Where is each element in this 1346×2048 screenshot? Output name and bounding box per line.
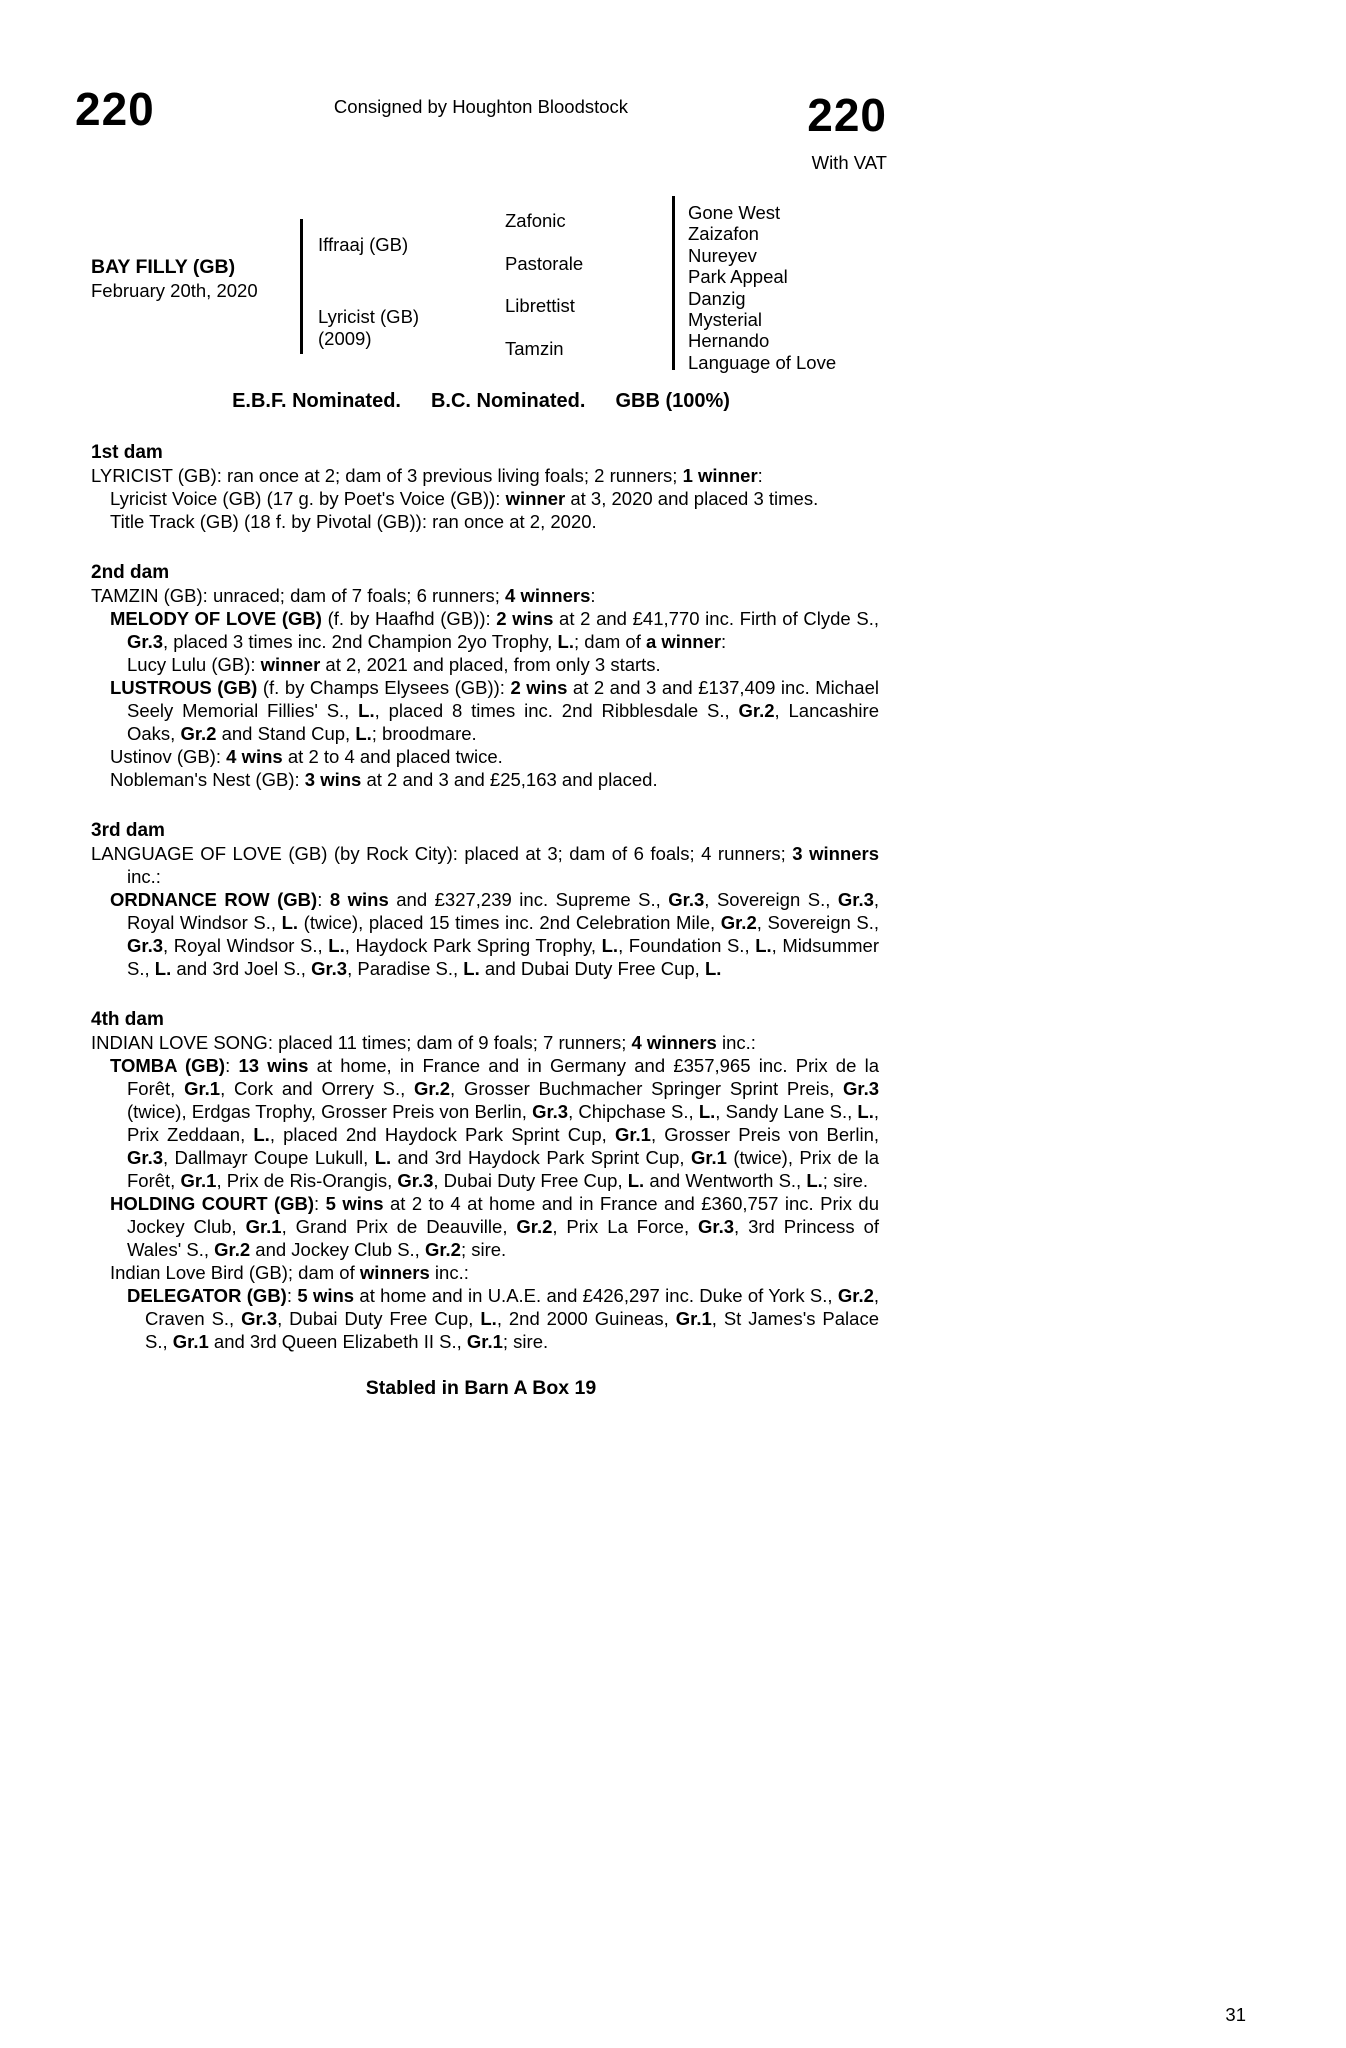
pedigree-entry: TAMZIN (GB): unraced; dam of 7 foals; 6 runners; 4 winners: <box>91 585 596 606</box>
pedigree-great-grandparent: Hernando <box>688 330 770 352</box>
pedigree-entry: Ustinov (GB): 4 wins at 2 to 4 and placed twice. <box>110 746 503 767</box>
pedigree-sections <box>75 441 887 1353</box>
pedigree-entry: Lyricist Voice (GB) (17 g. by Poet's Voice (GB)): winner at 3, 2020 and placed 3 times. <box>110 488 819 509</box>
pedigree-great-grandparent: Language of Love <box>688 351 837 373</box>
nominations-line <box>75 390 887 413</box>
pedigree-great-grandparent: Nureyev <box>688 244 757 266</box>
dam-section-heading: 2nd dam <box>91 562 170 583</box>
lot-number-right: 220 <box>807 89 887 141</box>
nomination-bc: B.C. Nominated. <box>430 390 586 412</box>
pedigree-entry: Lucy Lulu (GB): winner at 2, 2021 and placed, from only 3 starts. <box>127 654 661 675</box>
pedigree-dam <box>318 306 419 350</box>
pedigree-entry: Title Track (GB) (18 f. by Pivotal (GB)): ran once at 2, 2020. <box>110 511 597 532</box>
dam-section-heading: 3rd dam <box>91 820 165 841</box>
pedigree-entry: TOMBA (GB): 13 wins at home, in France and in Germany and £357,965 inc. Prix de la Forêt, Gr.1, Cork and Orrery S., Gr.2, Grosser Buchmacher Springer Sprint Preis, Gr.3 (twice), Erdgas Trophy, Grosser Preis von Berlin, Gr.3, Chipchase S., L., Sandy Lane S., L., Prix Zeddaan, L., placed 2nd Haydock Park Sprint Cup, Gr.1, Grosser Preis von Berlin, Gr.3, Dallmayr Coupe Lukull, L. and 3rd Haydock Park Sprint Cup, Gr.1 (twice), Prix de la Forêt, Gr.1, Prix de Ris-Orangis, Gr.3, Dubai Duty Free Cup, L. and Wentworth S., L.; sire. <box>110 1055 880 1191</box>
pedigree-great-grandparents <box>688 202 836 373</box>
pedigree-table <box>75 196 887 374</box>
nomination-ebf: E.B.F. Nominated. <box>232 390 401 412</box>
pedigree-sire: Iffraaj (GB) <box>318 234 409 255</box>
pedigree-entry: LYRICIST (GB): ran once at 2; dam of 3 previous living foals; 2 runners; 1 winner: <box>91 465 763 486</box>
consignor-line: Consigned by Houghton Bloodstock <box>333 96 629 117</box>
pedigree-grandparent: Pastorale <box>505 253 584 274</box>
dam-section-heading: 4th dam <box>91 1009 164 1030</box>
pedigree-dam-year: (2009) <box>318 328 372 349</box>
pedigree-entry: ORDNANCE ROW (GB): 8 wins and £327,239 inc. Supreme S., Gr.3, Sovereign S., Gr.3, Royal Windsor S., L. (twice), placed 15 times inc. 2nd Celebration Mile, Gr.2, Sovereign S., Gr.3, Royal Windsor S., L., Haydock Park Spring Trophy, L., Foundation S., L., Midsummer S., L. and 3rd Joel S., Gr.3, Paradise S., L. and Dubai Duty Free Cup, L. <box>110 889 880 979</box>
pedigree-great-grandparent: Mysterial <box>688 309 763 331</box>
page-number: 31 <box>1225 2004 1246 2025</box>
pedigree-dam-name: Lyricist (GB) <box>318 306 420 327</box>
pedigree-great-grandparent: Zaizafon <box>688 223 759 245</box>
pedigree-great-grandparent: Park Appeal <box>688 266 788 288</box>
pedigree-entry: LANGUAGE OF LOVE (GB) (by Rock City): placed at 3; dam of 6 foals; 4 runners; 3 winners inc.: <box>91 843 879 887</box>
horse-name: BAY FILLY (GB) <box>91 256 236 278</box>
header-right-block <box>807 86 887 174</box>
pedigree-entry: INDIAN LOVE SONG: placed 11 times; dam of 9 foals; 7 runners; 4 winners inc.: <box>91 1032 756 1053</box>
catalog-page <box>75 83 887 1400</box>
stabling-note: Stabled in Barn A Box 19 <box>365 1377 597 1399</box>
pedigree-entry: MELODY OF LOVE (GB) (f. by Haafhd (GB)): 2 wins at 2 and £41,770 inc. Firth of Clyde S., Gr.3, placed 3 times inc. 2nd Champion 2yo Trophy, L.; dam of a winner: <box>110 608 879 652</box>
nomination-gbb: GBB (100%) <box>615 390 730 412</box>
pedigree-divider-outer <box>672 196 675 370</box>
pedigree-entry: DELEGATOR (GB): 5 wins at home and in U.A.E. and £426,297 inc. Duke of York S., Gr.2, Craven S., Gr.3, Dubai Duty Free Cup, L., 2nd 2000 Guineas, Gr.1, St James's Palace S., Gr.1 and 3rd Queen Elizabeth II S., Gr.1; sire. <box>127 1285 880 1352</box>
page-header <box>75 83 887 174</box>
horse-foaling-date: February 20th, 2020 <box>91 280 258 301</box>
pedigree-grandparent: Tamzin <box>505 338 564 359</box>
pedigree-great-grandparent: Gone West <box>688 202 781 223</box>
pedigree-great-grandparent: Danzig <box>688 287 746 309</box>
pedigree-grandparent: Zafonic <box>505 210 566 231</box>
pedigree-grandparent: Librettist <box>505 295 575 316</box>
horse-name-block <box>91 256 258 302</box>
pedigree-entry: Nobleman's Nest (GB): 3 wins at 2 and 3 and £25,163 and placed. <box>110 769 658 790</box>
lot-number-left: 220 <box>75 83 155 135</box>
pedigree-divider-inner <box>300 219 303 354</box>
pedigree-entry: HOLDING COURT (GB): 5 wins at 2 to 4 at home and in France and £360,757 inc. Prix du Jockey Club, Gr.1, Grand Prix de Deauville, Gr.2, Prix La Force, Gr.3, 3rd Princess of Wales' S., Gr.2 and Jockey Club S., Gr.2; sire. <box>110 1193 880 1260</box>
pedigree-entry: Indian Love Bird (GB); dam of winners inc.: <box>110 1262 469 1283</box>
vat-note: With VAT <box>811 152 887 173</box>
pedigree-entry: LUSTROUS (GB) (f. by Champs Elysees (GB)): 2 wins at 2 and 3 and £137,409 inc. Michael Seely Memorial Fillies' S., L., placed 8 times inc. 2nd Ribblesdale S., Gr.2, Lancashire Oaks, Gr.2 and Stand Cup, L.; broodmare. <box>110 677 879 744</box>
dam-section-heading: 1st dam <box>91 442 163 463</box>
